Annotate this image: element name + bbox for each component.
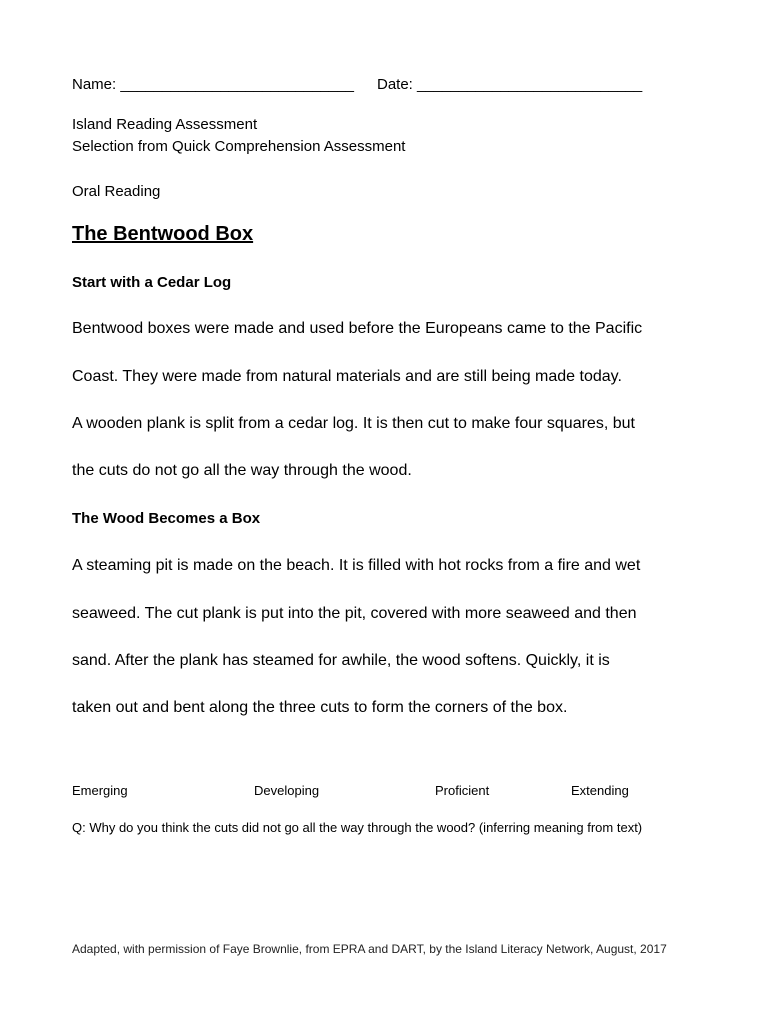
assessment-source: Selection from Quick Comprehension Assessment	[72, 138, 406, 155]
name-field-line: Name: ____________________________	[72, 76, 354, 93]
rubric-level-proficient: Proficient	[435, 783, 490, 798]
passage-line: Bentwood boxes were made and used before the Europeans came to the Pacific	[72, 320, 643, 337]
assessment-mode: Oral Reading	[72, 183, 161, 200]
passage-line: sand. After the plank has steamed for awhile, the wood softens. Quickly, it is	[72, 652, 610, 669]
comprehension-question: Q: Why do you think the cuts did not go all the way through the wood? (inferring meaning from text)	[72, 820, 643, 835]
passage-line: A wooden plank is split from a cedar log. It is then cut to make four squares, but	[72, 415, 635, 432]
rubric-level-developing: Developing	[254, 783, 320, 798]
section-heading-cedar-log: Start with a Cedar Log	[72, 274, 232, 291]
passage-line: A steaming pit is made on the beach. It is filled with hot rocks from a fire and wet	[72, 557, 641, 574]
rubric-level-extending: Extending	[571, 783, 629, 798]
section-heading-wood-becomes-box: The Wood Becomes a Box	[72, 510, 261, 527]
assessment-title: Island Reading Assessment	[72, 116, 258, 133]
passage-line: taken out and bent along the three cuts to form the corners of the box.	[72, 699, 568, 716]
passage-title: The Bentwood Box	[72, 223, 254, 245]
date-field-line: Date: ___________________________	[377, 76, 643, 93]
passage-line: Coast. They were made from natural materials and are still being made today.	[72, 368, 622, 385]
footer-attribution: Adapted, with permission of Faye Brownlie, from EPRA and DART, by the Island Literacy Network, August, 2017	[72, 942, 667, 956]
passage-line: seaweed. The cut plank is put into the pit, covered with more seaweed and then	[72, 605, 637, 622]
passage-line: the cuts do not go all the way through the wood.	[72, 462, 412, 479]
rubric-level-emerging: Emerging	[72, 783, 128, 798]
